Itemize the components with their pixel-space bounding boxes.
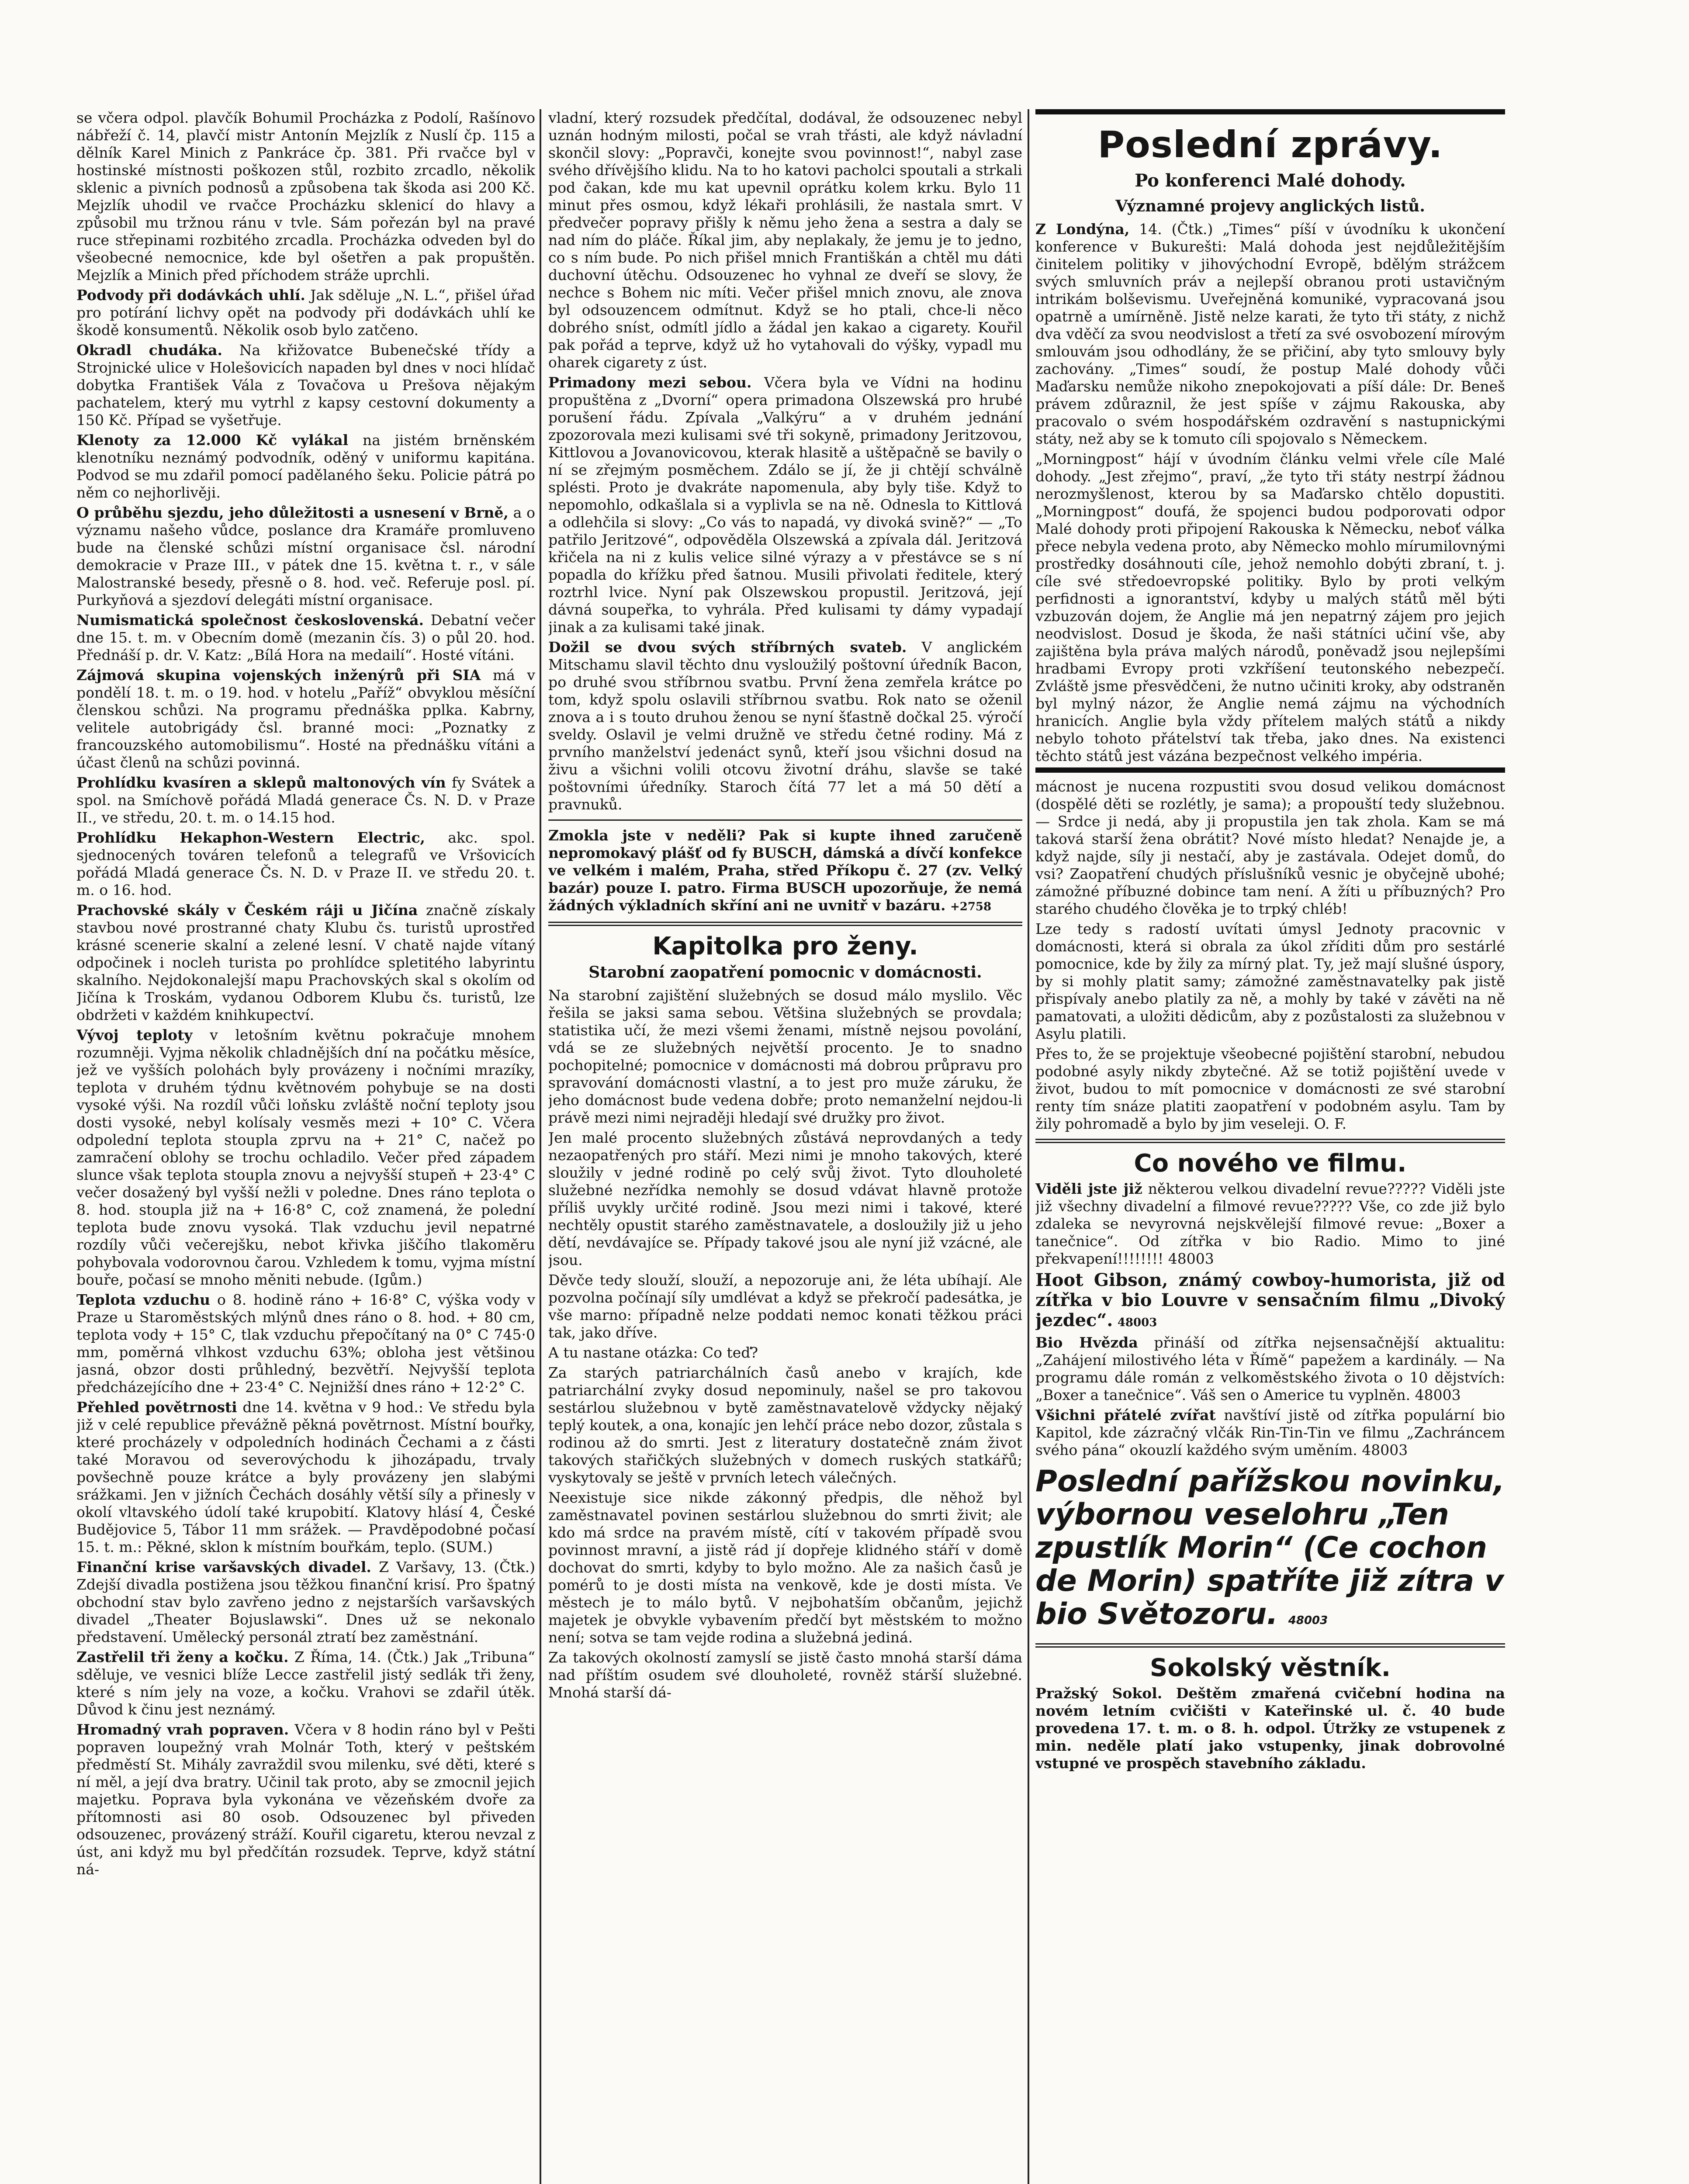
column-left	[76, 109, 535, 2184]
article-headline: Zastřelil tři ženy a kočku.	[76, 1648, 289, 1666]
article-headline: Klenoty za 12.000 Kč vylákal	[76, 432, 349, 449]
article-text: na jistém brněnském klenotníku neznámý podvodník, oděný v uniformu kapitána. Podvod se mu zdařil pomocí padělaného šeku. Policie pátrá po něm co nejhorlivěji.	[76, 432, 535, 501]
article-text: Debatní večer dne 15. t. m. v Obecním domě (mezanin čís. 3) o půl 20. hod. Přednáší p. dr. V. Katz: „Bílá Hora na medailí“. Hosté vítáni.	[76, 612, 535, 663]
divider	[1035, 1139, 1505, 1143]
divider	[548, 922, 1022, 926]
divider	[1035, 109, 1505, 114]
ad-code: 48003	[1288, 1614, 1328, 1627]
dateline: Z Londýna,	[1035, 221, 1130, 238]
article	[76, 1559, 535, 1646]
article-headline: Pražský Sokol.	[1035, 1685, 1163, 1702]
column-rule	[540, 109, 541, 2184]
column-middle	[548, 109, 1022, 2184]
article-subheadline: Významné projevy anglických listů.	[1115, 197, 1425, 215]
notice-text: přináší od zítřka nejsensačnější aktualitu: „Zahájení milostivého léta v Římě“ papežem a kardinály. — Na programu dále román z velkoměstského života o 10 dějstvích: „Boxer a tanečnice“. Váš sen o Americe tu vyplněn. 48003	[1035, 1334, 1505, 1403]
article-text: fy Svátek a spol. na Smíchově pořádá Mladá generace Čs. N. D. v Praze II., ve středu, 20. t. m. o 14.15 hod.	[76, 774, 535, 826]
article-text: Přes to, že se projektuje všeobecné pojištění starobní, nebudou podobné asyly nikdy zbytečné. Až se totiž pojištění uvede v život, budou to mít pomocnice v domácnosti ze své starobní renty tím snáze platiti zaopatření v podobném asylu. Tam by žily pohromadě a bylo by jim veseleji. O. F.	[1035, 1045, 1505, 1132]
section-title: Co nového ve filmu.	[1134, 1149, 1407, 1178]
promo-text: Poslední pařížskou novinku, výbornou veselohru „Ten zpustlík Morin“ (Ce cochon de Morin) spatříte již zítra v bio Světozoru.	[1035, 1464, 1505, 1631]
ad-headline: Zmokla jste v neděli?	[548, 827, 746, 844]
article-text: Za starých patriarchálních časů anebo v krajích, kde patriarchální zvyky dosud nepominuly, našel se pro takovou sestárlou služebnou v bytě zaměstnavatelově vždycky nějaký teplý koutek, a ona, konajíc jen lehčí práce nebo dozor, zůstala s rodinou až do smrti. Jest z literatury dostatečně znám život takových stařičkých služebných v domech ruských statkářů; vyskytovaly se ještě v prvních letech válečných.	[548, 1364, 1022, 1486]
article-text: Včera v 8 hodin ráno byl v Pešti popraven loupežný vrah Molnár Toth, který v peštském předměstí St. Mihály zavraždil svou milenku, své děti, které s ní měl, a její dva bratry. Učinil tak proto, aby se zmocnil jejich majetku. Poprava byla vykonána ve vězeňském dvoře za přítomnosti asi 80 osob. Odsouzenec byl přiveden odsouzenec, provázený stráží. Kouřil cigaretu, kterou nevzal z úst, ani když mu byl předčítán rozsudek. Teprve, když státní ná-	[76, 1721, 535, 1878]
article	[76, 342, 535, 429]
article-text: se včera odpol. plavčík Bohumil Procházka z Podolí, Rašínovo nábřeží č. 14, plavčí mistr Antonín Mejzlík z Nuslí čp. 115 a dělník Karel Minich z Pankráce čp. 381. Při rvačce byl v hostinské místnosti poškozen stůl, rozbito zrcadlo, několik sklenic a pivních podnosů a způsobena tak škoda asi 200 Kč. Mejzlík uhodil ve rvačce Procházku sklenicí do hlavy a způsobil mu tržnou ránu v tvle. Sám pořezán byl na pravé ruce střepinami rozbitého zrcadla. Procházka odveden byl do všeobecné nemocnice, kde byl ošetřen a pak propuštěn. Mejzlík a Minich před příchodem stráže uprchli.	[76, 109, 535, 283]
article	[76, 774, 535, 826]
article	[548, 374, 1022, 636]
article-headline: Prohlídku Hekaphon-Western Electric,	[76, 829, 426, 846]
film-notice	[1035, 1406, 1505, 1459]
notice-text: navštíví jistě od zítřka populární bio Kapitol, kde zázračný vlčák Rin-Tin-Tin ve filmu „Zachráncem svého pána“ okouzlí každého svým uměním. 48003	[1035, 1406, 1505, 1458]
article-text: dne 14. května v 9 hod.: Ve středu byla již v celé republice převážně pěkná povětrnost. Místní bouřky, které procházely v odpoledních hodinách Čechami a z části také Moravou od severovýchodu k jihozápadu, trvaly povšechně pouze krátce a byly provázeny jen slabými srážkami. Jen v jižních Čechách dosáhly větší síly a přinesly v okolí vltavského údolí také krupobití. Klatovy hlásí 4, České Budějovice 5, Tábor 11 mm srážek. — Pravděpodobné počasí 15. t. m.: Pěkné, sklon k místním bouřkám, teplo. (SUM.)	[76, 1399, 535, 1555]
section-subtitle: Starobní zaopatření pomocnic v domácnosti.	[588, 963, 982, 981]
article	[76, 612, 535, 664]
article	[76, 1721, 535, 1878]
article-text: Na křižovatce Bubenečské třídy a Strojnické ulice v Holešovicích napaden byl dnes v noci hlídač dobytka František Vála z Tovačova u Prešova nějakým pachatelem, který mu vytrhl z kapsy cestovní dokumenty a 150 Kč. Případ se vyšetřuje.	[76, 342, 535, 429]
article-headline: Dožil se dvou svých stříbrných svateb.	[548, 639, 907, 656]
film-notice	[1035, 1334, 1505, 1404]
article-headline: Prohlídku kvasíren a sklepů maltonových vín	[76, 774, 446, 791]
ad-code: +2758	[950, 900, 992, 913]
article-headline: Hromadný vrah popraven.	[76, 1721, 289, 1738]
divider	[1035, 767, 1505, 773]
article-text: Neexistuje sice nikde zákonný předpis, dle něhož byl zaměstnavatel povinen sestárlou služebnou do smrti živit; ale kdo má srdce na pravém místě, cítí v takovém případě svou povinnost mravní, a jistě rád jí dopřeje klidného stáří v domě dochovat do smrti, kdyby to bylo možno. Ale za našich časů je pomérů to je dosti místa na venkově, kde je dosti místa. Ve městech je to málo bytů. V nejbohatším občanům, jejichž majetek je obvykle vybavením předčí byt městském to možno není; sotva se tam vejde rodina a služebná jediná.	[548, 1489, 1022, 1646]
article-text: Děvče tedy slouží, slouží, a nepozoruje ani, že léta ubíhají. Ale pozvolna počínají síly umdlévat a když se překročí padesátka, je vše marno: případně nelze poddati nemoc konati těžkou práci tak, jako dříve.	[548, 1272, 1022, 1341]
article-text: o 8. hodině ráno + 16·8° C, výška vody v Praze u Staroměstských mlýnů dnes ráno o 8. hod. + 80 cm, teplota vody + 15° C, tlak vzduchu přepočítaný na 0° C 745·0 mm, poměrná vlhkost vzduchu 63%; obloha jest většinou jasná, obzor dosti průhledný, bezvětří. Nejvyšší teplota předcházejícího dne + 23·4° C. Nejnižší dnes ráno + 12·2° C.	[76, 1291, 535, 1396]
film-notice	[1035, 1270, 1505, 1331]
film-notice	[1035, 1180, 1505, 1268]
article-headline: O průběhu sjezdu, jeho důležitosti a usnesení v Brně,	[76, 504, 509, 521]
article-text: má v pondělí 18. t. m. o 19. hod. v hotelu „Paříž“ obvyklou měsíční členskou schůzi. Na programu přednáška pplka. Kabrny, velitele autobrigády čsl. branné moci: „Poznatky z francouzského automobilismu“. Hosté na přednášku vítáni a účast členů na schůzi povinná.	[76, 667, 535, 771]
article-headline: Finanční krise varšavských divadel.	[76, 1559, 371, 1576]
column-rule	[1028, 109, 1029, 2184]
article-text: V anglickém Mitschamu slavil těchto dnu vysloužilý poštovní úředník Bacon, po druhé svou stříbrnou svatbu. První žena zemřela krátce po tom, když spolu oslavili stříbrnou svatbu. Rok nato se oženil znova a i s touto druhou ženou se nyní šťastně dočkal 25. výročí sveldy. Oslavil je velmi družně ve středu četné rodiny. Má z prvního manželství jedenáct synů, kteří jsou všichni dosud na živu a všichni volili otcovu životní dráhu, slavše se také poštovními úředníky. Staroch čítá 77 let a má 50 dětí a pravnuků.	[548, 639, 1022, 813]
article-text: 14. (Čtk.) „Times“ píší v úvodníku k ukončení konference v Bukurešti: Malá dohoda jest nejdůležitějším činitelem politiky v jihovýchodní Evropě, bdělým strážcem svých smluvních práv a nejlepší obranou proti ustavičným intrikám bolševismu. Uveřejněná komuniké, vypracovaná jsou opatrně a umírněně. Jistě nelze karati, že tyto tři státy, z nichž dva vděčí za svou neodvislost a třetí za své osvobození mírovým smlouvám jsou odhodlány, že se přičiní, aby tyto smlouvy byly zachovány. „Times“ soudí, že postup Malé dohody vůči Maďarsku nemůže nikoho znepokojovati a píší dále: Dr. Beneš právem zdůraznil, že jest spíše v zájmu Rakouska, aby pracovalo o svém hospodářském ozdravění s nastupnickými státy, než aby se k tomuto cíli spojovalo s Německem.	[1035, 221, 1505, 447]
divider	[548, 819, 1022, 821]
article-text: akc. spol. sjednocených továren telefonů a telegrafů ve Vršovicích pořádá Mladá generace Čs. N. D. v Praze II. ve středu 20. t. m. o 16. hod.	[76, 829, 535, 898]
notice-headline: Viděli jste již	[1035, 1180, 1142, 1197]
ad-code: 48003	[1117, 1316, 1157, 1329]
article-text: Jen malé procento služebných zůstává neprovdaných a tedy nezaopatřených pro stáří. Mezi nimi je mnoho takových, které sloužily v jedné rodině po celý svůj život. Tyto dlouholeté služebné nezřídka nemohly se dosud vdávat hlavně protože příliš uvykly určité rodině. Jsou mezi nimi i takové, které nechtěly opustit starého zaměstnavatele, a dosloužily již u jeho dětí, nevdávajíce se. Případy takové jsou ale nyní již vzácné, ale jsou.	[548, 1129, 1022, 1268]
article	[76, 1648, 535, 1718]
article	[76, 432, 535, 501]
article-headline: Teplota vzduchu	[76, 1291, 211, 1308]
article	[76, 902, 535, 1024]
article-text: vladní, který rozsudek předčítal, dodával, že odsouzenec nebyl uznán hodným milosti, počal se vrah třásti, ale když návladní skončil slovy: „Popravči, konejte svou povinnost!“, nabyl zase svého dřívějšího klidu. Na to ho katovi pacholci spoutali a strkali pod čakan, kde mu kat upevnil oprátku kolem krku. Bylo 11 minut přes osmou, když lékaři prohlásili, že nastala smrt. V předvečer popravy přišly k němu jeho žena a sestra a daly se nad ním do pláče. Říkal jim, aby neplakaly, že jemu je to jedno, co s ním bude. Po nich přišel mnich Františkán a chtěl mu dáti duchovní útěchu. Odsouzenec ho vyhnal ze dveří se slovy, že nechce s Bohem nic míti. Večer přišel mnich znovu, ale znova byl odsouzencem odmítnut. Když se ho ptali, chce-li něco dobrého sníst, odmítl jídlo a žádal jen kakao a cigarety. Kouřil pak pořád a teprve, když už ho vytahovali do výšky, vypadl mu oharek cigarety z úst.	[548, 109, 1022, 371]
article-headline: Po konferenci Malé dohody.	[1135, 170, 1406, 191]
article	[1035, 221, 1505, 448]
article-text: „Morningpost“ hájí v úvodním článku velmi vřele cíle Malé dohody. „Jest zřejmo“, praví, „že tyto tři státy nestrpí žádnou nerozmyšlenost, kterou by sa Maďarsko chtělo dopustiti. „Morningpost“ doufá, že spojenci budou podporovati odpor Malé dohody proti připojení Rakouska k Německu, neboť válka přece nebyla vedena proto, aby Německo mohlo mírumilovnými prostředky dosáhnouti cíle, jehož nemohlo dobýti zbraní, t. j. cíle své středoevropské politiky. Bylo by proti velkým perfidnosti a ignorantství, kdyby u malých států měl býti vzbuzován dojem, že Anglie má jen nepatrný zájem pro jejich neodvislost. Dosud je škoda, že naši státníci učiní vše, aby zajištěna byla práva malých národů, poněvadž jsou nejlepšími hradbami Evropy proti vzkříšení teutonského nebezpečí. Zvláště jsme přesvědčeni, že nutno učiniti kroky, aby odstraněn byl mylný názor, že Anglie nemá zájmu na východních hranicích. Anglie byla vždy přítelem malých států a nikdy nebylo tohoto přátelství tak třeba, jako dnes. Na existenci těchto států jest vázána bezpečnost velkého impéria.	[1035, 450, 1505, 764]
article-text: Deštěm zmařená cvičební hodina na novém letním cvičišti v Kateřinské ul. č. 40 bude provedena 17. t. m. o 8. h. odpol. Útržky ze vstupenek z min. neděle platí jako vstupenky, jinak dobrovolné vstupné ve prospěch stavebního základu.	[1035, 1685, 1505, 1772]
article-text: Z Říma, 14. (Čtk.) Jak „Tribuna“ sděluje, ve vesnici blíže Lecce zastřelil jistý sedlák tři ženy, které s ním jely na voze, a kočku. Vrahovi se zdařil útěk. Důvod k činu jest neznámý.	[76, 1648, 535, 1718]
article-headline: Primadony mezi sebou.	[548, 374, 752, 391]
article-text: Na starobní zajištění služebných se dosud málo myslilo. Věc řešila se jaksi sama sebou. Většina služebných se provdala; statistika učí, že mezi všemi ženami, místně nejsou povolání, vdá se ze služebných největší procento. Je to snadno pochopitelné; pomocnice v domácnosti má dobrou průpravu pro spravování domácnosti vlastní, a to jest pro muže záruku, že jeho domácnost bude vedena dobře; proto nemanželní nejdou-li právě mezi nimi nejraději hledají své družky pro život.	[548, 987, 1022, 1126]
article	[76, 504, 535, 609]
article-text: Lze tedy s radostí uvítati úmysl Jednoty pracovnic v domácnosti, která si obrala za úkol zříditi dům pro sestárlé pomocnice, kde by žily za mírný plat. Ty, jež mají slušné úspory, by si mohly platit samy; zámožné zaměstnavatelky pak jistě přispívaly anebo platily za ně, a mohly by také v závěti na ně pamatovati, a uložiti dědicům, aby z pozůstalosti za služebnou v Asylu platili.	[1035, 920, 1505, 1042]
article	[76, 1399, 535, 1556]
article-text: Včera byla ve Vídni na hodinu propuštěna z „Dvorní“ opera primadona Olszewská pro hrubé porušení řádu. Zpívala „Valkýru“ a v druhém jednání zpozorovala mezi kulisami své tři sokyně, primadony Jeritzovou, Kittlovou a Jovanovicovou, kterak hlasitě a uštěpačně se bavily o ní se zřejmým posměchem. Zdálo se jí, že ji chtějí schválně splésti. Proto je dvakráte napomenula, aby byly tiše. Když to nepomohlo, odkašlala si a vyplivla se na ně. Odnesla to Kittlová a odlehčila si slovy: „Co vás to napadá, vy divoká svině?“ — „To patřilo Jeritzové“, odpověděla Olszewská a zpívala dál. Jeritzová křičela na ni z kulis velice silné výrazy a v přestávce se s ní popadla do křížku před šatnou. Musili přivolati ředitele, který roztrhl lvice. Nyní pak Olszewskou propustil. Jeritzová, její dávná soupeřka, to vyhrála. Před kulisami ty dámy vypadají jinak a za kulisami také jinak.	[548, 374, 1022, 636]
article-text: a o významu našeho vůdce, poslance dra Kramáře promluveno bude na členské schůzi místní organisace čsl. národní demokracie v Praze III., v pátek dne 15. května t. r., v sále Malostranské besedy, přesně o 8. hod. več. Referuje posl. pí. Purkyňová a sjezdoví delegáti místní organisace.	[76, 504, 535, 608]
article-text: mácnost je nucena rozpustiti svou dosud velikou domácnost (dospělé děti se rozlétly, je sama); a propouští tedy služebnou. — Srdce ji nedá, aby ji propustila jen tak zhola. Kam se má taková starší žena obrátit? Nové místo hledat? Nenajde je, a když najde, síly ji nestačí, aby je zastávala. Odejet domů, do vsi? Zaopatření chudých příslušníků vesnic je obyčejně ubohé; zámožné příbuzné dobince tam není. A žíti u příbuzných? Pro starého chudého člověka je to trpký chléb!	[1035, 778, 1505, 917]
article	[76, 829, 535, 899]
article	[76, 667, 535, 771]
article	[76, 287, 535, 339]
article	[76, 1291, 535, 1396]
article-text: Jak sděluje „N. L.“, přišel úřad pro potírání lichvy opět na podvody při dodávkách uhlí ke škodě konsumentů. Několik osob bylo zatčeno.	[76, 287, 535, 339]
article	[76, 1026, 535, 1289]
section-title: Poslední zprávy.	[1097, 123, 1443, 166]
column-right	[1035, 109, 1505, 2184]
article-text: Z Varšavy, 13. (Čtk.) Zdejší divadla postižena jsou těžkou finanční krisí. Pro špatný obchodní stav bylo zavřeno jedno z nejstarších varšavských divadel „Theater Bojuslawski“. Dnes už se nekonalo představení. Umělecký personál ztratí bez zaměstnání.	[76, 1559, 535, 1645]
article-headline: Numismatická společnost československá.	[76, 612, 424, 629]
article-headline: Zájmová skupina vojenských inženýrů při SIA	[76, 667, 481, 684]
article-headline: Podvody při dodávkách uhlí.	[76, 287, 305, 304]
article	[1035, 1685, 1505, 1772]
notice-text: Hoot Gibson, známý cowboy-humorista, již od zítřka v bio Louvre v sensačním filmu „Divoký jezdec“.	[1035, 1270, 1505, 1330]
article-text: v letošním květnu pokračuje mnohem rozumněji. Vyjma několik chladnějších dní na počátku měsíce, jež ve vyšších polohách byly provázeny i nočními mrazíky, teplota v druhém týdnu květnovém pohybuje se na dosti vysoké výši. Na rozdíl vůči loňsku zvláště noční teploty jsou dosti vysoké, nebyl kolísaly vesměs mezi + 10° C. Včera odpolední teplota stoupla zprvu na + 21° C, načež po zamračení oblohy se trochu ochladilo. Večer před západem slunce však teplota stoupla znovu a nejvyšší stupeň + 23·4° C večer dosažený byl vyšší nežli v poledne. Dnes ráno teplota o 8. hod. stoupla již na + 16·8° C, což znamená, že polední teplota bude znovu vysoká. Tlak vzduchu jevil nepatrné rozdíly vůči večerejšku, nebot křivka jiščího tlakoměru pohybovala vodorovnou čarou. Vzhledem k tomu, vyjma místní bouře, počasí se mnoho měniti nebude. (Igům.)	[76, 1026, 535, 1288]
promo-ad	[1035, 1465, 1505, 1637]
article-headline: Prachovské skály v Českém ráji u Jičína	[76, 902, 418, 919]
article	[548, 639, 1022, 813]
article-headline: Okradl chudáka.	[76, 342, 222, 359]
article-text: A tu nastane otázka: Co teď?	[548, 1344, 758, 1361]
notice-headline: Bio Hvězda	[1035, 1334, 1138, 1351]
notice-text: některou velkou divadelní revue????? Viděli jste již všechny divadelní a filmové revue????? Vše, co zde již bylo zdaleka se nevyrovná nejskvělejší filmové revue: „Boxer a tanečnice“. Od zítřka v bio Radio. Mimo to jiné překvapení!!!!!!!! 48003	[1035, 1180, 1505, 1267]
divider	[1035, 1643, 1505, 1648]
article-text: Za takových okolností zamyslí se jistě často mnohá starší dáma nad příštím osudem své dlouholeté, rovněž stárší služebné. Mnohá starší dá-	[548, 1649, 1022, 1701]
advertisement	[548, 827, 1022, 916]
article-headline: Vývoj teploty	[76, 1026, 193, 1044]
notice-headline: Všichni přátelé zvířat	[1035, 1406, 1216, 1424]
ad-text: Pak si kupte ihned zaručeně nepromokavý plášť od fy BUSCH, dámská a dívčí konfekce ve velkém i malém, Praha, střed Příkopu č. 27 (zv. Velký bazár) pouze I. patro. Firma BUSCH upozorňuje, že nemá žádných výkladních skříní ani ne uvnitř v bazáru.	[548, 827, 1022, 914]
section-title: Sokolský věstník.	[1150, 1654, 1391, 1682]
article-text: značně získaly stavbou nové prostranné chaty Klubu čs. turistů uprostřed krásné scenerie skalní a zelené lesní. V chatě najde vítaný odpočinek i nocleh turista po prohlídce spletitého labyrintu skalního. Nejdokonalejší mapu Prachovských skal s okolím od Jičína k Troskám, vydanou Odborem Klubu čs. turistů, lze obdržeti v každém knihkupectví.	[76, 902, 535, 1023]
article-headline: Přehled povětrnosti	[76, 1399, 237, 1416]
section-title: Kapitolka pro ženy.	[652, 932, 918, 961]
